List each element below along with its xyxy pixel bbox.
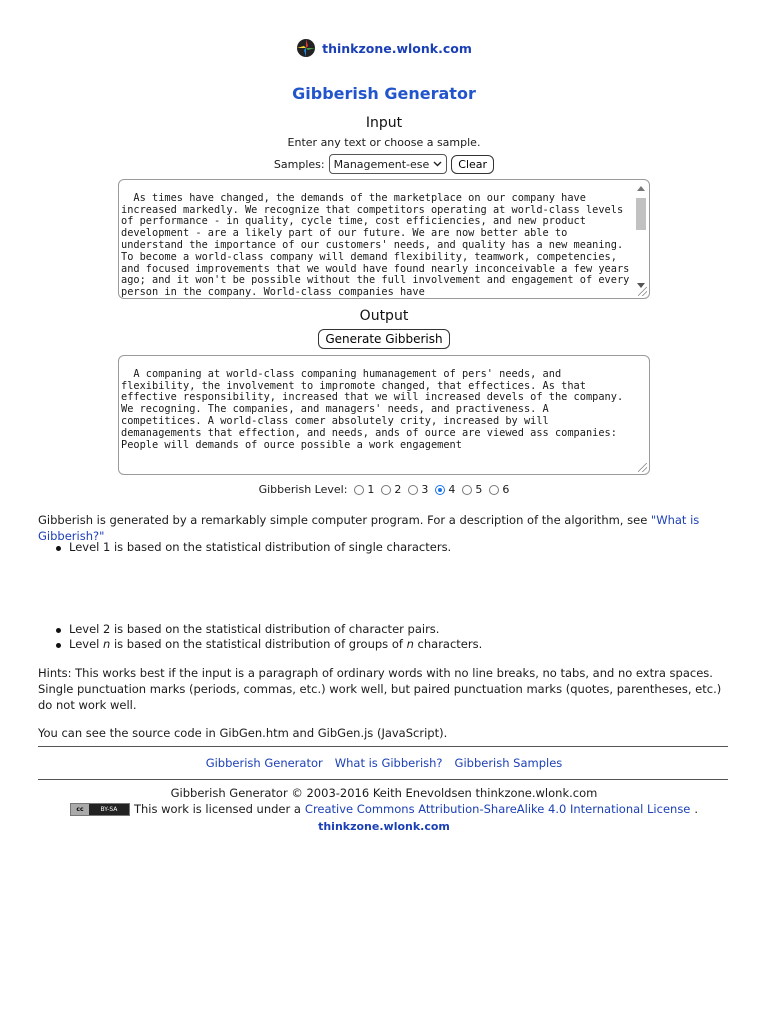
cc-badge-right: BY-SA <box>100 805 118 813</box>
cc-license-badge-icon[interactable] <box>70 803 130 816</box>
level-option-label: 3 <box>421 483 429 496</box>
list-item <box>56 622 439 636</box>
generate-gibberish-button[interactable]: Generate Gibberish <box>318 329 449 349</box>
source-paragraph: You can see the source code in GibGen.htm and GibGen.js (JavaScript). <box>38 726 448 740</box>
bullet-text: Level 1 is based on the statistical distribution of single characters. <box>69 540 452 554</box>
samples-select[interactable] <box>329 154 448 174</box>
list-item <box>56 637 482 651</box>
bullet-dot <box>56 546 61 551</box>
generate-button-row <box>0 329 768 349</box>
cc-badge-left: cc <box>71 804 89 815</box>
site-header <box>0 38 768 58</box>
level-option-label: 4 <box>448 483 456 496</box>
input-heading: Input <box>365 115 403 131</box>
resize-grip-icon[interactable] <box>638 463 647 472</box>
bullet-text-italic: n <box>406 637 414 651</box>
footer-link-what-is-gibberish[interactable]: What is Gibberish? <box>334 756 443 770</box>
license-row <box>0 802 768 816</box>
footer-site-link-text[interactable]: thinkzone.wlonk.com <box>318 820 450 833</box>
bullet-text-part: is based on the statistical distribution of groups of <box>113 637 403 651</box>
level-option-label: 6 <box>502 483 510 496</box>
input-instructions: Enter any text or choose a sample. <box>287 136 481 149</box>
level-radio-6[interactable] <box>489 485 499 495</box>
description-intro-text: Gibberish is generated by a remarkably simple computer program. For a description of the algorithm, see <box>38 513 648 527</box>
level-option-label: 5 <box>475 483 483 496</box>
site-link[interactable]: thinkzone.wlonk.com <box>322 40 472 56</box>
bullet-text: Level 2 is based on the statistical distribution of character pairs. <box>69 622 440 636</box>
level-radio-4[interactable] <box>435 485 445 495</box>
footer-link-gibberish-samples[interactable]: Gibberish Samples <box>454 756 563 770</box>
hints-paragraph: Hints: This works best if the input is a paragraph of ordinary words with no line breaks, no tabs, and no extra spaces. Single punctuation marks (periods, commas, etc.) work well, but paired punctuation marks (quotes, parentheses, etc.) do not work well. <box>38 666 722 712</box>
level-option-label: 2 <box>394 483 402 496</box>
bullet-dot <box>56 628 61 633</box>
level-radio-3[interactable] <box>408 485 418 495</box>
footer-link-gibberish-generator[interactable]: Gibberish Generator <box>205 756 323 770</box>
input-scrollbar[interactable] <box>635 182 647 284</box>
gibberish-level-row <box>0 483 768 496</box>
clear-button[interactable]: Clear <box>451 155 494 174</box>
copyright: Gibberish Generator © 2003-2016 Keith Enevoldsen thinkzone.wlonk.com <box>170 786 598 800</box>
output-heading: Output <box>359 308 409 324</box>
output-text: A companing at world-class companing humanagement of pers' needs, and flexibility, the involvement to impromote changed, that effectices. As that effective responsibility, increased that we will increased devels of the company. We recogning. The companies, and managers' needs, and practiveness. A competitices. A world-class comer absolutely crity, increased by will demanagements that effection, and needs, ands of ource are viewed ass companies: People will demands of ource possible a work engagement <box>121 367 630 451</box>
bullet-text-part: Level <box>69 637 100 651</box>
list-item <box>56 540 451 554</box>
license-period: . <box>694 802 699 816</box>
resize-grip-icon[interactable] <box>638 287 647 296</box>
level-radio-5[interactable] <box>462 485 472 495</box>
what-is-gibberish-link[interactable]: "What is Gibberish?" <box>38 513 700 543</box>
samples-selected-value: Management-ese <box>333 157 430 171</box>
bullet-text-italic: n <box>103 637 111 651</box>
output-textarea[interactable] <box>118 355 650 475</box>
level-radio-1[interactable] <box>354 485 364 495</box>
footer-site-link[interactable] <box>0 820 768 833</box>
level-radio-2[interactable] <box>381 485 391 495</box>
bullet-text-part: characters. <box>417 637 483 651</box>
input-text: As times have changed, the demands of the marketplace on our company have increased markedly. We recognize that competitors operating at world-class levels of performance - in quality, cycle time, cost efficiencies, and new product development - are a likely part of our future. We are now better able to understand the importance of our customers' needs, and quality has a new meaning. To become a world-class company will demand flexibility, teamwork, competencies, and focused improvements that we would have found nearly inconceivable a few years ago; and it won't be possible without the full involvement and engagement of every person in the company. World-class companies have <box>121 191 636 299</box>
bullet-dot <box>56 643 61 648</box>
level-label: Gibberish Level: <box>258 483 348 496</box>
divider <box>38 746 728 747</box>
cc-license-link[interactable]: Creative Commons Attribution-ShareAlike 4.0 International License <box>304 802 691 816</box>
thinkzone-logo-icon[interactable] <box>296 38 316 58</box>
level-option-label: 1 <box>367 483 375 496</box>
scroll-thumb[interactable] <box>636 198 646 230</box>
input-textarea[interactable] <box>118 179 650 299</box>
samples-row <box>0 154 768 174</box>
divider <box>38 779 728 780</box>
chevron-down-icon <box>433 161 442 167</box>
bullet-text <box>69 637 482 651</box>
footer-nav <box>0 756 768 770</box>
scroll-up-arrow-icon[interactable] <box>637 186 645 191</box>
license-text: This work is licensed under a <box>133 802 301 816</box>
samples-label: Samples: <box>273 157 325 171</box>
page-title: Gibberish Generator <box>292 84 476 103</box>
